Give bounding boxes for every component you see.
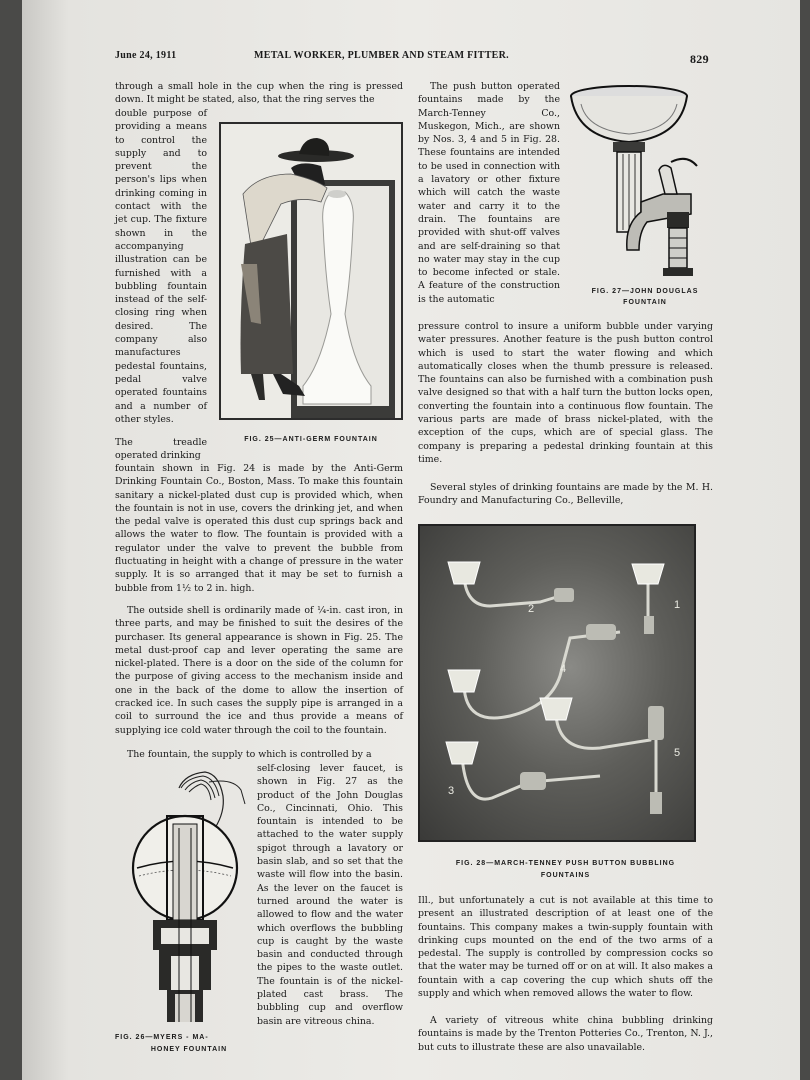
fig28-label-5: 5 (674, 747, 681, 759)
treadle-paragraph: fountain shown in Fig. 24 is made by the Anti-Germ Drinking Fountain Co., Boston, Mass. To make this fountain sanitary a nickel-plated dust cup is provided which, when the fountain is not in use, covers the drinking jet, and when the pedal valve is operated this dust cup springs back and allows the water to flow. The fountain is provided with a regulator under the valve to prevent the bubble from fluctuating in height with a change of pressure in the water supply. It is so arranged that it may be set to furnish a bubble from 1½ to 2 in. high. (115, 463, 403, 594)
fig27-caption-line1: FIG. 27—JOHN DOUGLAS (591, 288, 699, 295)
book-page (22, 0, 800, 1080)
left-intro-text: through a small hole in the cup when the ring is pressed down. It might be stated, also, that the ring serves the (115, 81, 403, 106)
left-wrap-paragraph: double purpose of providing a means to control the supply and to prevent the person's lips when drinking coming in contact with the jet cup. The fixture shown in the accompanying illustration can be furnished with a bubbling fountain instead of the self-closing ring when desired. The company also manufactures pedestal fountains, pedal valve operated fountains and a number of other styles. (115, 108, 207, 425)
trenton-paragraph: A variety of vitreous white china bubbling drinking fountains is made by the Trenton Potteries Co., Trenton, N. J., but cuts to illustrate these are also unavailable. (418, 1015, 713, 1053)
pressure-paragraph: pressure control to insure a uniform bubble under varying water pressures. Another feature is the push button control which is used to start the water flowing and which automatically closes when the thumb pressure is released. The fountains can also be furnished with a combination push valve designed so that with a half turn the button locks open, converting the fountain into a continuous flow fountain. The various parts are made of brass nickel-plated, with the exception of the cups, which are of special glass. The company is preparing a pedestal drinking fountain at this time. (418, 321, 713, 465)
fig28-caption-line2: FOUNTAINS (540, 872, 591, 879)
header-page-number: 829 (690, 52, 709, 66)
fig28-photo (418, 524, 696, 842)
fig27-caption-line2: FOUNTAIN (623, 299, 667, 306)
fig28-label-2: 2 (528, 603, 535, 615)
fig25-caption: FIG. 25—ANTI-GERM FOUNTAIN (244, 436, 378, 443)
push-button-paragraph: The push button operated fountains made by the March-Tenney Co., Muskegon, Mich., are shown by Nos. 3, 4 and 5 in Fig. 28. These fountains are intended to be used in connection with a lavatory or other fixture which will catch the waste water and carry it to the drain. The fountains are provided with shut-off valves and are self-draining so that no water may stay in the cup to become infected or stale. A feature of the construction is the automatic (418, 81, 560, 305)
fountain-start-text: The fountain, the supply to which is controlled by a (127, 749, 372, 760)
fig26-caption-line2: HONEY FOUNTAIN (150, 1046, 228, 1053)
fig27-drawing (567, 82, 713, 282)
header-journal-title: METAL WORKER, PLUMBER AND STEAM FITTER. (254, 50, 509, 61)
fig25-photo (219, 122, 403, 420)
shell-paragraph: The outside shell is ordinarily made of ¼-in. cast iron, in three parts, and may be finished to suit the desires of the purchaser. Its general appearance is shown in Fig. 25. The metal dust-proof cap and lever operating the same are nickel-plated. There is a door on the side of the column for the purpose of giving access to the mechanism inside and one in the back of the dome to allow the insertion of cracked ice. In such cases the supply pipe is arranged in a coil to surround the ice and thus provide a means of supplying ice cold water through the coil to the fountain. (115, 605, 403, 736)
ill-paragraph: Ill., but unfortunately a cut is not available at this time to present an illustrated description of at least one of the fountains. This company makes a twin-supply fountain with drinking cups mounted on the end of the two arms of a pedestal. The supply is controlled by compression cocks so that the water may be turned off or on at will. It also makes a fountain with a cap covering the cup which shuts off the supply and which when removed allows the water to flow. (418, 895, 713, 1000)
myers-mahoney-fountain-illustration (115, 768, 255, 1026)
anti-germ-fountain-illustration (221, 124, 401, 418)
fig28-label-1: 1 (674, 599, 681, 611)
treadle-start-text: The treadle operated drinking (115, 437, 207, 462)
fig28-label-4: 4 (560, 663, 567, 675)
fig26-drawing (115, 768, 255, 1026)
douglas-paragraph: self-closing lever faucet, is shown in Fig. 27 as the product of the John Douglas Co., Cincinnati, Ohio. This fountain is intended to be attached to the water supply spigot through a lavatory or basin slab, and so set that the waste will flow into the basin. As the lever on the faucet is turned around the water is allowed to flow and the water which overflows the bubbling cup is caught by the waste basin and conducted through the pipes to the waste outlet. The fountain is of the nickel-plated cast brass. The bubbling cup and overflow basin are vitreous china. (257, 763, 403, 1027)
several-styles-paragraph: Several styles of drinking fountains are made by the M. H. Foundry and Manufacturing Co., Belleville, (418, 482, 713, 507)
fig26-caption-line1: FIG. 26—MYERS - MA- (115, 1034, 209, 1041)
fig28-label-3: 3 (448, 785, 455, 797)
march-tenney-fountains-illustration (420, 526, 694, 840)
fig28-caption-line1: FIG. 28—MARCH-TENNEY PUSH BUTTON BUBBLING (455, 860, 676, 867)
john-douglas-fountain-illustration (567, 82, 713, 282)
header-date: June 24, 1911 (115, 50, 177, 61)
